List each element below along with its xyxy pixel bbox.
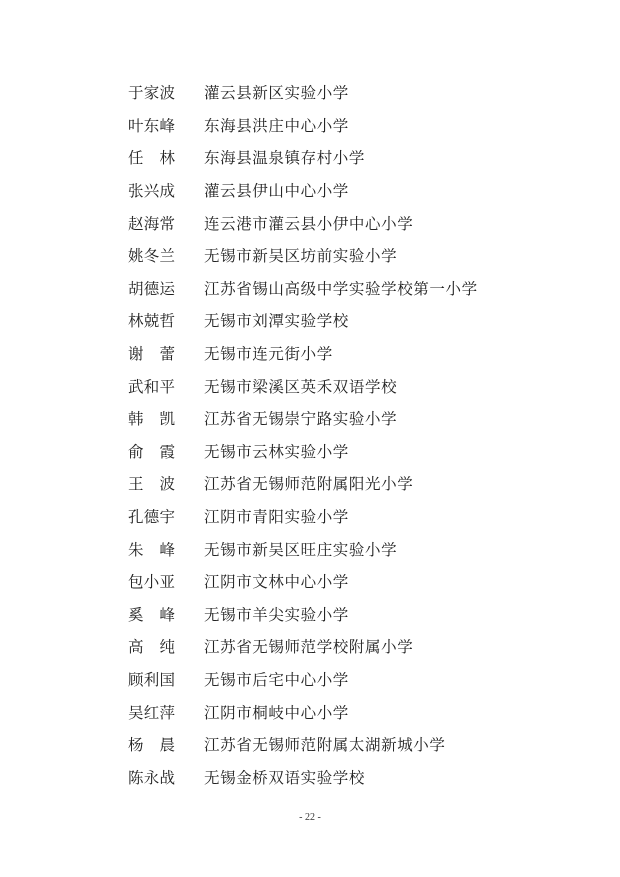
person-name: 张 兴 成 [128, 182, 175, 201]
school-name: 无锡市连元街小学 [204, 345, 333, 364]
list-item [128, 435, 598, 468]
person-name: 包 小 亚 [128, 573, 175, 592]
school-name: 江阴市青阳实验小学 [204, 508, 349, 527]
school-name: 江阴市桐岐中心小学 [204, 703, 349, 722]
person-name: 奚 峰 [128, 605, 175, 624]
list-item [128, 760, 598, 793]
person-name: 叶 东 峰 [128, 116, 175, 135]
person-name: 陈 永 战 [128, 768, 175, 787]
person-name: 王 波 [128, 475, 175, 494]
school-name: 江苏省无锡崇宁路实验小学 [204, 410, 398, 429]
list-item [128, 206, 598, 239]
person-name: 杨 晨 [128, 736, 175, 755]
person-name: 林 兢 哲 [128, 312, 175, 331]
list-item [128, 141, 598, 174]
person-name: 高 纯 [128, 638, 175, 657]
list-item [128, 369, 598, 402]
school-name: 江阴市文林中心小学 [204, 573, 349, 592]
person-name: 胡 德 运 [128, 279, 175, 298]
school-name: 东海县温泉镇存村小学 [204, 149, 366, 168]
school-name: 灌云县新区实验小学 [204, 84, 349, 103]
person-name: 赵 海 常 [128, 214, 175, 233]
school-name: 无锡市刘潭实验学校 [204, 312, 349, 331]
list-item [128, 728, 598, 761]
school-name: 无锡市新吴区坊前实验小学 [204, 247, 398, 266]
page-number: - 22 - [299, 812, 321, 823]
school-name: 连云港市灌云县小伊中心小学 [204, 214, 414, 233]
list-item [128, 76, 598, 109]
school-name: 无锡市梁溪区英禾双语学校 [204, 377, 398, 396]
person-name: 孔 德 宇 [128, 508, 175, 527]
person-name: 谢 蕾 [128, 345, 175, 364]
school-name: 无锡市羊尖实验小学 [204, 605, 349, 624]
person-name: 韩 凯 [128, 410, 175, 429]
list-item [128, 663, 598, 696]
list-item [128, 272, 598, 305]
list-item [128, 304, 598, 337]
list-item [128, 500, 598, 533]
list-item [128, 174, 598, 207]
person-name: 吴 红 萍 [128, 703, 175, 722]
list-item [128, 337, 598, 370]
school-name: 江苏省无锡师范附属太湖新城小学 [204, 736, 446, 755]
school-name: 无锡市新吴区旺庄实验小学 [204, 540, 398, 559]
person-name: 姚 冬 兰 [128, 247, 175, 266]
person-name: 顾 利 国 [128, 670, 175, 689]
school-name: 江苏省无锡师范附属阳光小学 [204, 475, 414, 494]
school-name: 江苏省锡山高级中学实验学校第一小学 [204, 279, 478, 298]
name-list [128, 76, 598, 793]
person-name: 武 和 平 [128, 377, 175, 396]
list-item [128, 532, 598, 565]
school-name: 无锡市云林实验小学 [204, 442, 349, 461]
list-item [128, 565, 598, 598]
list-item [128, 402, 598, 435]
school-name: 灌云县伊山中心小学 [204, 182, 349, 201]
list-item [128, 630, 598, 663]
person-name: 朱 峰 [128, 540, 175, 559]
person-name: 俞 霞 [128, 442, 175, 461]
list-item [128, 598, 598, 631]
list-item [128, 239, 598, 272]
person-name: 于 家 波 [128, 84, 175, 103]
list-item [128, 695, 598, 728]
list-item [128, 467, 598, 500]
school-name: 江苏省无锡师范学校附属小学 [204, 638, 414, 657]
person-name: 任 林 [128, 149, 175, 168]
school-name: 无锡金桥双语实验学校 [204, 768, 366, 787]
school-name: 无锡市后宅中心小学 [204, 670, 349, 689]
list-item [128, 109, 598, 142]
school-name: 东海县洪庄中心小学 [204, 116, 349, 135]
